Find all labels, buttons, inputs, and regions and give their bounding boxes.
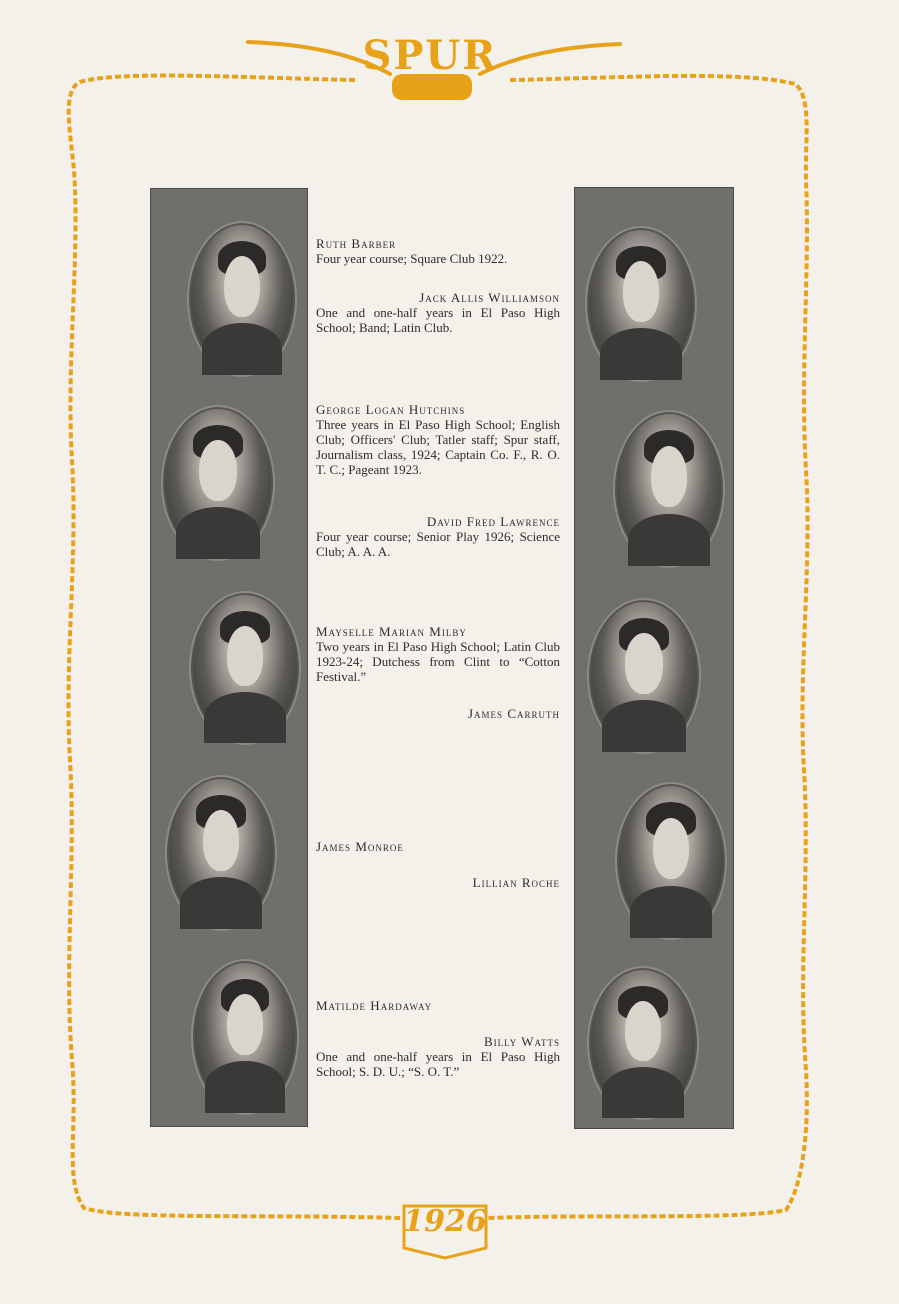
yearbook-year: 1926 [403,1204,487,1239]
entry-name: Jack Allis Williamson [419,290,560,305]
entry-billy-watts [316,1034,560,1079]
portrait-george-logan-hutchins [161,405,275,561]
entry-george-logan-hutchins [316,402,560,477]
entry-description: One and one-half years in El Paso High School; Band; Latin Club. [316,305,560,335]
entry-description: Three years in El Paso High School; English Club; Officers' Club; Tatler staff; Spur staff, Journalism class, 1924; Captain Co. F., R. O. T. C.; Pageant 1923. [316,417,560,477]
entry-name: Mayselle Marian Milby [316,624,467,639]
entry-name: James Monroe [316,839,404,854]
entry-matilde-hardaway [316,998,560,1013]
entry-james-carruth [316,706,560,721]
yearbook-title: SPUR [362,32,498,79]
entry-description: Four year course; Square Club 1922. [316,251,508,266]
entry-lillian-roche [316,875,560,890]
entry-name: Matilde Hardaway [316,998,433,1013]
portrait-lillian-roche [615,782,727,940]
entry-ruth-barber [316,236,560,266]
portrait-billy-watts [587,966,699,1120]
entry-name: David Fred Lawrence [426,514,560,529]
portrait-jack-allis-williamson [585,226,697,382]
portrait-ruth-barber [187,221,297,377]
right-photo-column [574,187,734,1129]
entry-description: One and one-half years in El Paso High School; S. D. U.; “S. O. T.” [316,1049,560,1079]
entry-name: Ruth Barber [316,236,397,251]
left-photo-column [150,188,308,1127]
entry-james-monroe [316,839,560,854]
portrait-james-carruth [587,598,701,754]
entry-david-fred-lawrence [316,514,560,559]
entry-description: Two years in El Paso High School; Latin Club 1923-24; Dutchess from Clint to “Cotton Festival.” [316,639,560,684]
entry-name: George Logan Hutchins [316,402,466,417]
entry-name: James Carruth [468,706,560,721]
portrait-james-monroe [165,775,277,931]
portrait-matilde-hardaway [191,959,299,1115]
entry-name: Lillian Roche [472,875,560,890]
entry-mayselle-marian-milby [316,624,560,684]
portrait-david-fred-lawrence [613,410,725,568]
entry-name: Billy Watts [483,1034,560,1049]
entry-description: Four year course; Senior Play 1926; Science Club; A. A. A. [316,529,560,559]
entry-jack-allis-williamson [316,290,560,335]
portrait-mayselle-marian-milby [189,591,301,745]
